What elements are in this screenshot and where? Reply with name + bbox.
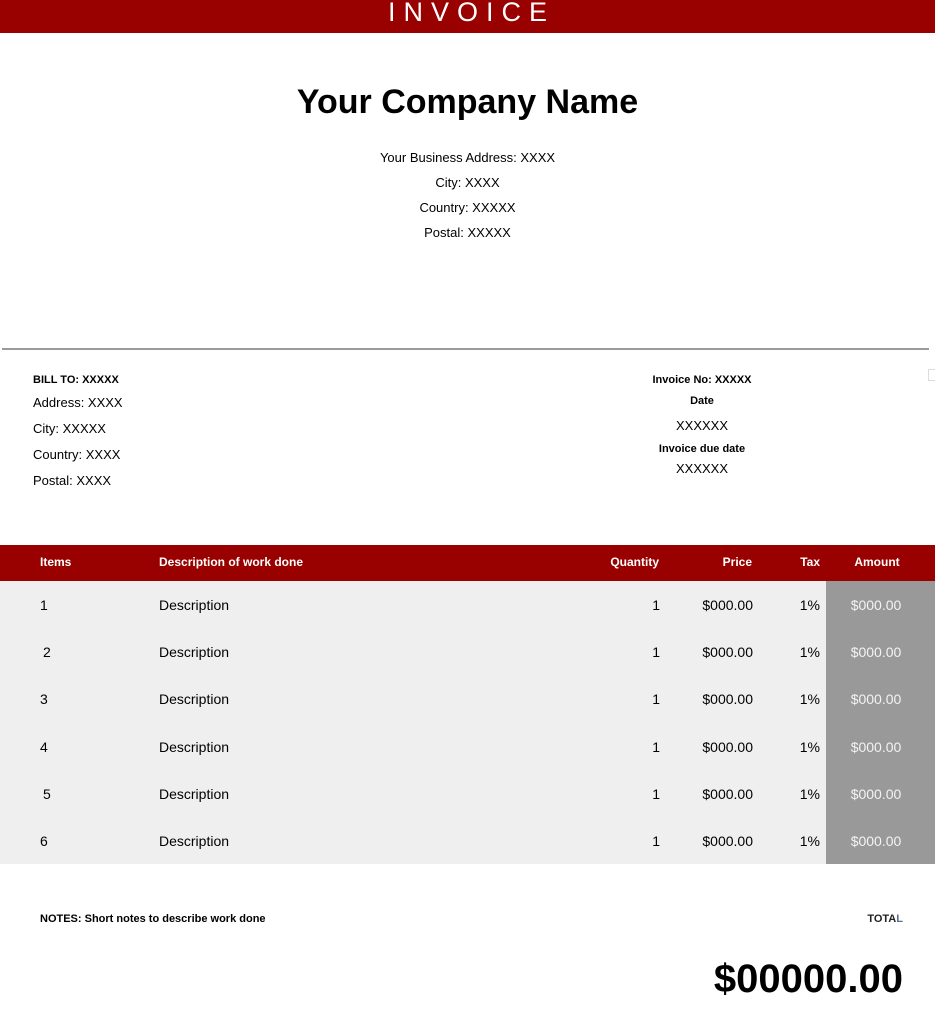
table-row (0, 723, 935, 770)
invoice-due-date-label: Invoice due date (658, 443, 746, 455)
cell-item: 6 (40, 832, 48, 849)
header-amount: Amount (854, 555, 900, 569)
table-row (0, 817, 935, 864)
cell-description: Description (159, 644, 230, 661)
cell-price: $000.00 (702, 597, 753, 613)
cell-tax: 1% (799, 832, 820, 849)
cell-tax: 1% (799, 785, 820, 802)
total-label-main: TOTA (867, 913, 897, 925)
items-table (0, 545, 935, 864)
banner-title: INVOICE (387, 0, 556, 27)
cell-amount: $000.00 (850, 738, 902, 755)
cell-tax: 1% (799, 644, 820, 661)
company-address: Your Business Address: XXXX (379, 150, 556, 165)
column-resize-handle[interactable] (928, 369, 935, 381)
table-header (0, 545, 935, 581)
bill-to-address: Address: XXXX (33, 395, 123, 410)
company-details (0, 145, 935, 245)
table-row (0, 675, 935, 722)
invoice-meta-block (620, 372, 784, 484)
header-description: Description of work done (159, 555, 304, 569)
cell-quantity: 1 (652, 832, 660, 849)
cell-description: Description (159, 832, 230, 849)
cell-description: Description (159, 785, 230, 802)
notes-text: NOTES: Short notes to describe work done (40, 913, 266, 925)
total-label (800, 913, 903, 925)
cell-price: $000.00 (702, 644, 753, 661)
cell-quantity: 1 (652, 738, 660, 755)
invoice-due-date-value: XXXXXX (675, 461, 729, 476)
cell-amount: $000.00 (850, 691, 902, 708)
table-row (0, 770, 935, 817)
cell-item: 4 (40, 738, 48, 755)
cell-quantity: 1 (652, 691, 660, 708)
table-row (0, 581, 935, 628)
header-price: Price (722, 555, 752, 569)
header-items: Items (40, 555, 72, 569)
cell-price: $000.00 (702, 691, 753, 708)
bill-to-city: City: XXXXX (33, 421, 106, 436)
total-label-last: L (896, 913, 903, 925)
cell-item: 1 (40, 597, 48, 613)
company-name: Your Company Name (296, 83, 639, 121)
cell-amount: $000.00 (850, 785, 902, 802)
invoice-date-label: Date (690, 395, 714, 407)
invoice-date-value: XXXXXX (675, 418, 729, 433)
total-value: $00000.00 (713, 957, 903, 1001)
cell-quantity: 1 (652, 644, 660, 661)
cell-quantity: 1 (652, 785, 660, 802)
cell-description: Description (159, 691, 230, 708)
cell-amount: $000.00 (850, 597, 902, 613)
cell-description: Description (159, 597, 230, 613)
invoice-number: Invoice No: XXXXX (652, 374, 752, 386)
cell-price: $000.00 (702, 785, 753, 802)
invoice-banner (0, 0, 935, 33)
cell-tax: 1% (799, 738, 820, 755)
cell-amount: $000.00 (850, 644, 902, 661)
bill-to-postal: Postal: XXXX (33, 473, 112, 488)
cell-item: 5 (43, 785, 51, 802)
section-divider (2, 348, 929, 350)
bill-to-title: BILL TO: XXXXX (33, 374, 119, 386)
company-city: City: XXXX (435, 175, 500, 190)
cell-tax: 1% (799, 691, 820, 708)
header-quantity: Quantity (610, 555, 659, 569)
cell-tax: 1% (799, 597, 820, 613)
company-postal: Postal: XXXXX (424, 225, 511, 240)
header-tax: Tax (800, 555, 820, 569)
cell-item: 3 (40, 691, 48, 708)
cell-item: 2 (43, 644, 51, 661)
cell-price: $000.00 (702, 832, 753, 849)
cell-price: $000.00 (702, 738, 753, 755)
company-country: Country: XXXXX (419, 200, 516, 215)
cell-description: Description (159, 738, 230, 755)
bill-to-block (33, 372, 123, 494)
bill-to-country: Country: XXXX (33, 447, 121, 462)
cell-amount: $000.00 (850, 832, 902, 849)
table-body (0, 581, 935, 864)
table-row (0, 628, 935, 675)
cell-quantity: 1 (652, 597, 660, 613)
